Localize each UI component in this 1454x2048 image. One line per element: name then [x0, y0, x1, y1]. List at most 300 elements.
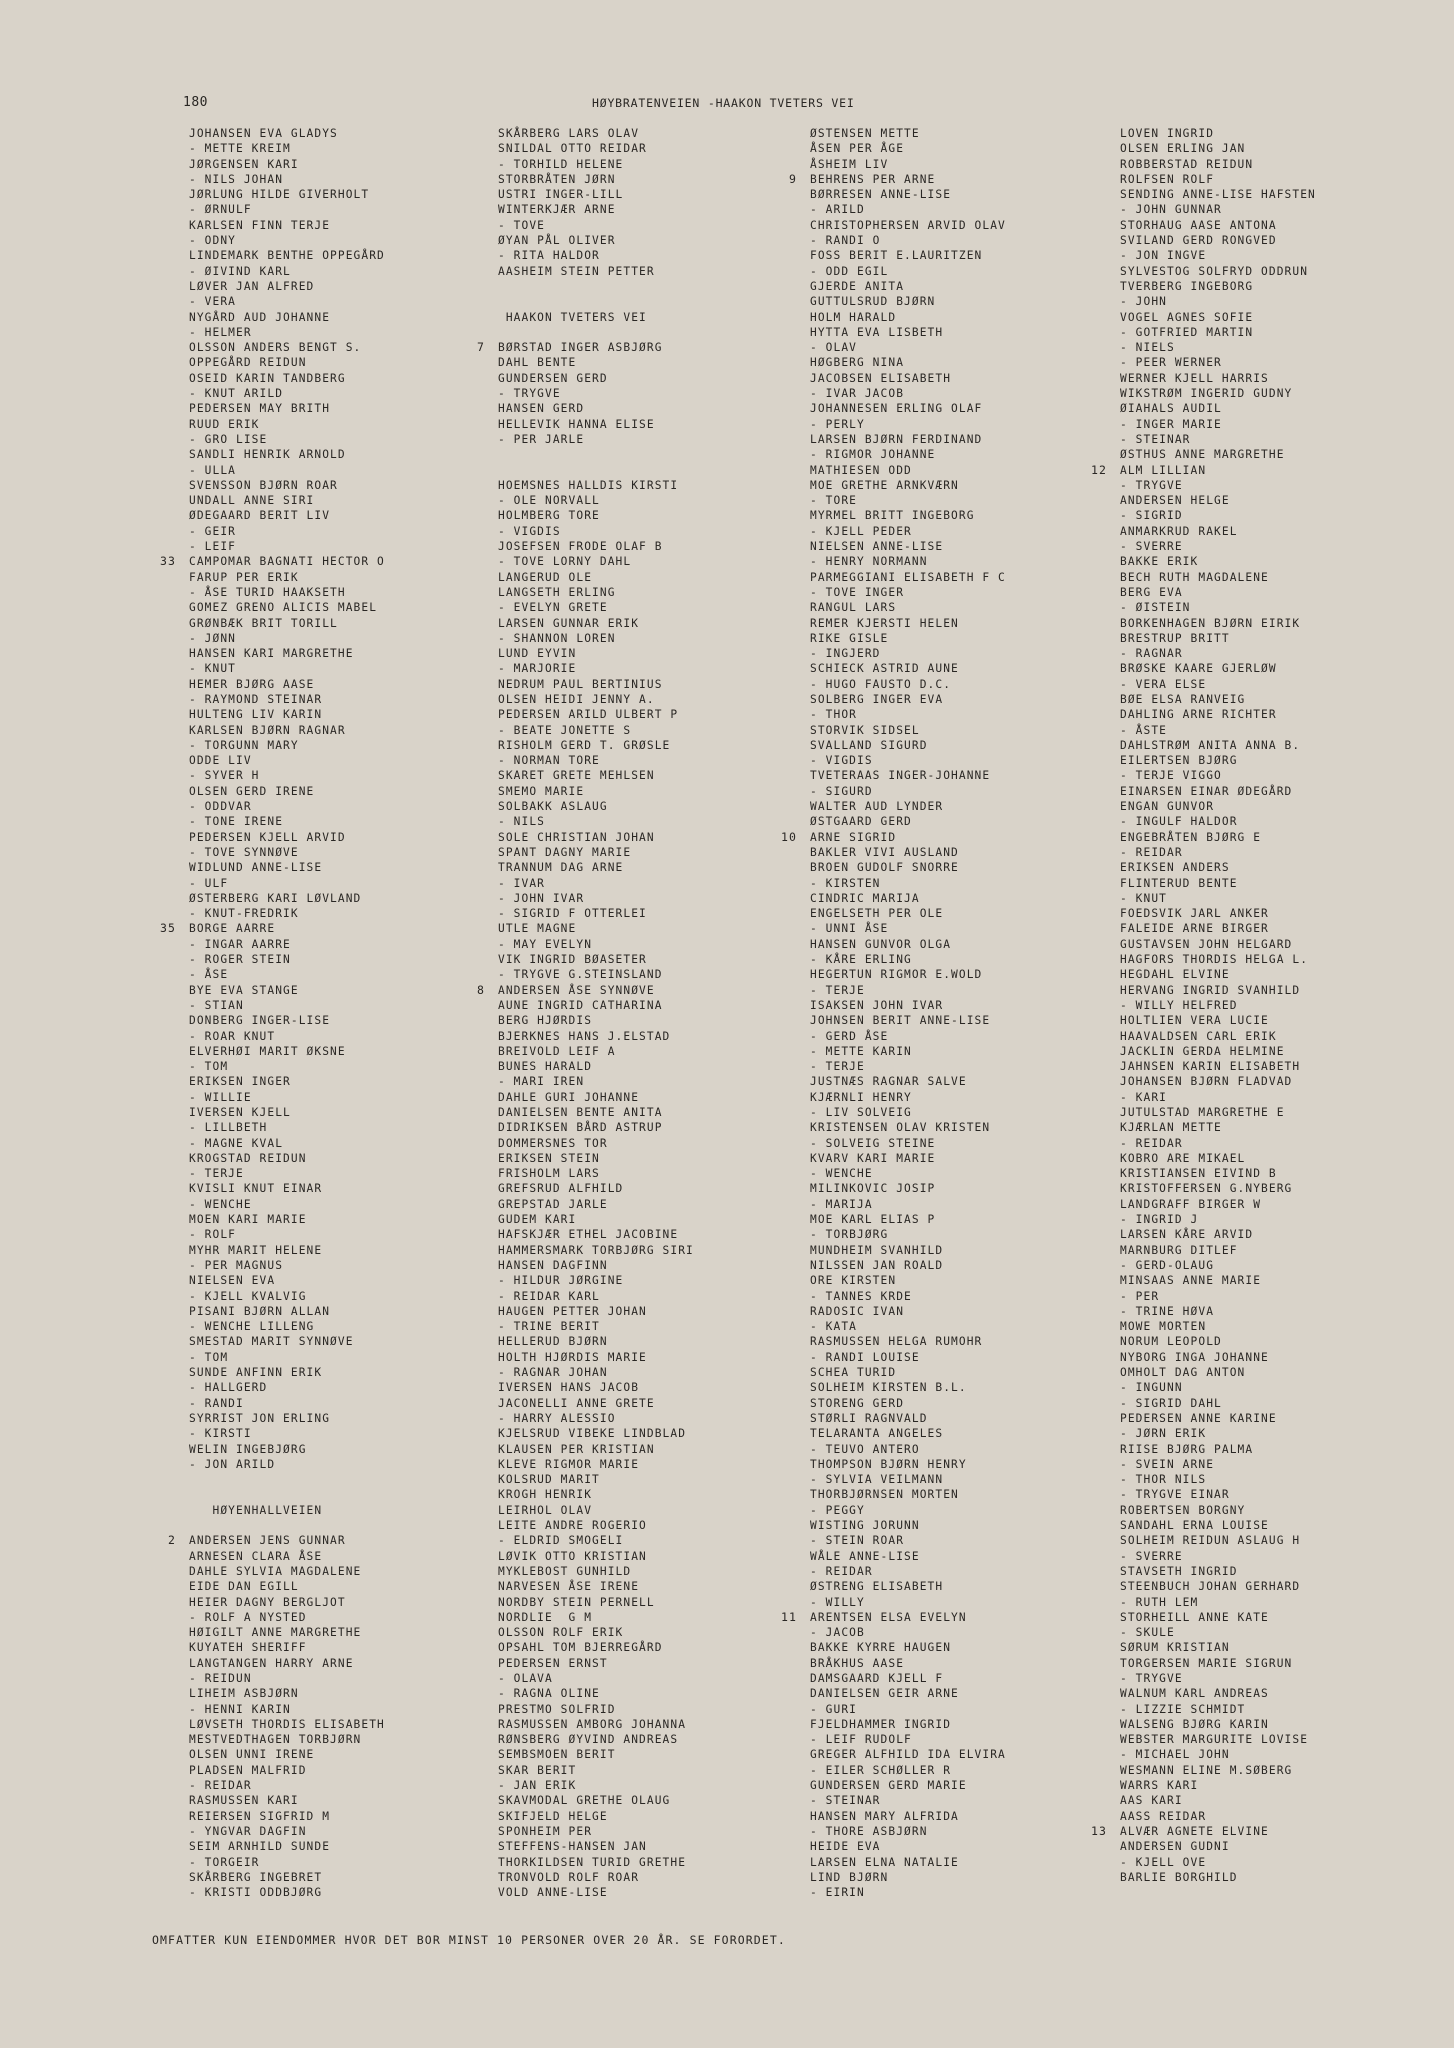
list-item: [189, 1243, 505, 1258]
list-item: [498, 692, 814, 707]
resident-name: CINDRIC MARIJA: [810, 891, 920, 905]
resident-name: SEIM ARNHILD SUNDE: [189, 1840, 331, 1854]
list-item: [810, 1809, 1126, 1824]
list-item: [498, 600, 814, 615]
list-item: [498, 753, 814, 768]
resident-name: DAHLE GURI JOHANNE: [498, 1090, 640, 1104]
list-item: [498, 585, 814, 600]
list-item: [1090, 1823, 1436, 1839]
resident-name: - KRISTI ODDBJØRG: [189, 1886, 323, 1900]
resident-name: BAKKE ERIK: [1120, 555, 1199, 569]
resident-name: - ODD EGIL: [810, 264, 889, 278]
list-item: [810, 1671, 1126, 1686]
resident-name: HAAKON TVETERS VEI: [498, 310, 647, 324]
list-item: [810, 1595, 1126, 1610]
list-item: [1120, 1090, 1436, 1105]
resident-name: LØVSETH THORDIS ELISABETH: [189, 1717, 385, 1731]
resident-name: KJÆRLAN METTE: [1120, 1121, 1222, 1135]
directory-column-4: [1090, 126, 1436, 1885]
resident-name: MYRMEL BRITT INGEBORG: [810, 509, 975, 523]
resident-name: - REIDUN: [189, 1671, 252, 1685]
list-item: [498, 1289, 814, 1304]
resident-name: BUNES HARALD: [498, 1060, 593, 1074]
list-item: [498, 1227, 814, 1242]
resident-name: - HENNI KARIN: [189, 1702, 291, 1716]
resident-name: LANGTANGEN HARRY ARNE: [189, 1656, 354, 1670]
list-item: [498, 1105, 814, 1120]
resident-name: WIKSTRØM INGERID GUDNY: [1120, 387, 1293, 401]
resident-name: SOLBAKK ASLAUG: [498, 800, 608, 814]
resident-name: BRÅKHUS AASE: [810, 1656, 905, 1670]
list-item: [810, 1059, 1126, 1074]
resident-name: - HELMER: [189, 325, 252, 339]
resident-name: - RITA HALDOR: [498, 249, 600, 263]
list-item: [810, 1442, 1126, 1457]
resident-name: ANDERSEN HELGE: [1120, 494, 1230, 508]
resident-name: - WILLIE: [189, 1090, 252, 1104]
list-item: [498, 1442, 814, 1457]
list-item: [1120, 386, 1436, 401]
resident-name: RUUD ERIK: [189, 417, 260, 431]
list-item: [498, 784, 814, 799]
resident-name: KROGSTAD REIDUN: [189, 1151, 307, 1165]
resident-name: JUSTNÆS RAGNAR SALVE: [810, 1075, 967, 1089]
list-item: [810, 371, 1126, 386]
list-item: [1120, 1212, 1436, 1227]
list-item: [498, 294, 814, 309]
resident-name: SEMBSMOEN BERIT: [498, 1748, 616, 1762]
resident-name: - METTE KARIN: [810, 1044, 912, 1058]
resident-name: ANDERSEN JENS GUNNAR: [189, 1534, 346, 1548]
resident-name: PARMEGGIANI ELISABETH F C: [810, 570, 1006, 584]
list-item: [498, 1564, 814, 1579]
house-number: 10: [780, 829, 797, 844]
resident-name: - WILLY: [810, 1595, 865, 1609]
house-number: 7: [476, 340, 485, 355]
list-item: [189, 1809, 505, 1824]
list-item: [189, 1090, 505, 1105]
resident-name: SKAVMODAL GRETHE OLAUG: [498, 1794, 671, 1808]
list-item: [189, 463, 505, 478]
resident-name: NEDRUM PAUL BERTINIUS: [498, 677, 663, 691]
resident-name: - PEER WERNER: [1120, 356, 1222, 370]
resident-name: WEBSTER MARGURITE LOVISE: [1120, 1733, 1309, 1747]
resident-name: - RIGMOR JOHANNE: [810, 448, 936, 462]
resident-name: - TORE: [810, 494, 858, 508]
resident-name: STEENBUCH JOHAN GERHARD: [1120, 1580, 1301, 1594]
resident-name: - KNUT ARILD: [189, 387, 284, 401]
resident-name: - TORBJØRG: [810, 1228, 889, 1242]
list-item: [189, 784, 505, 799]
resident-name: - RAGNAR: [1120, 647, 1183, 661]
list-item: [1120, 768, 1436, 783]
list-item: [189, 799, 505, 814]
resident-name: - KJELL KVALVIG: [189, 1289, 307, 1303]
resident-name: RØNSBERG ØYVIND ANDREAS: [498, 1733, 679, 1747]
resident-name: ENGELSETH PER OLE: [810, 907, 944, 921]
list-item: [498, 1809, 814, 1824]
list-item: [498, 1671, 814, 1686]
list-item: [810, 753, 1126, 768]
resident-name: HAUGEN PETTER JOHAN: [498, 1304, 647, 1318]
list-item: [1120, 1686, 1436, 1701]
list-item: [810, 1013, 1126, 1028]
resident-name: RASMUSSEN AMBORG JOHANNA: [498, 1717, 687, 1731]
resident-name: - HARRY ALESSIO: [498, 1411, 616, 1425]
resident-name: IVERSEN KJELL: [189, 1106, 291, 1119]
list-item: [1120, 707, 1436, 722]
resident-name: USTRI INGER-LILL: [498, 188, 624, 202]
resident-name: - GEIR: [189, 524, 237, 538]
list-item: [189, 279, 505, 294]
list-item: [189, 1212, 505, 1227]
list-item: [1120, 646, 1436, 661]
list-item: [189, 631, 505, 646]
resident-name: MARNBURG DITLEF: [1120, 1243, 1238, 1257]
resident-name: HANSEN GUNVOR OLGA: [810, 937, 952, 951]
list-item: [810, 1686, 1126, 1701]
resident-name: TVETERAAS INGER-JOHANNE: [810, 769, 991, 783]
directory-column-2: [476, 126, 814, 1900]
resident-name: DAHLE SYLVIA MAGDALENE: [189, 1564, 362, 1578]
list-item: [498, 906, 814, 921]
list-item: [498, 570, 814, 585]
list-item: [1120, 1793, 1436, 1808]
list-item: [189, 1839, 505, 1854]
list-item: [810, 508, 1126, 523]
list-item: [498, 1793, 814, 1808]
resident-name: HULTENG LIV KARIN: [189, 708, 323, 722]
list-item: [498, 1732, 814, 1747]
list-item: [1120, 1702, 1436, 1717]
list-item: [189, 524, 505, 539]
resident-name: ANDERSEN ÅSE SYNNØVE: [498, 983, 655, 997]
resident-name: ØSTRENG ELISABETH: [810, 1580, 944, 1594]
resident-name: SVILAND GERD RONGVED: [1120, 234, 1277, 248]
resident-name: AASHEIM STEIN PETTER: [498, 264, 655, 278]
list-item: [1120, 187, 1436, 202]
list-item: [1120, 1855, 1436, 1870]
list-item: [189, 1197, 505, 1212]
list-item: [498, 386, 814, 401]
resident-name: SOLBERG INGER EVA: [810, 692, 944, 706]
resident-name: EILERTSEN BJØRG: [1120, 754, 1238, 768]
resident-name: - PER JARLE: [498, 432, 585, 446]
resident-name: FJELDHAMMER INGRID: [810, 1717, 952, 1731]
house-number: 33: [159, 554, 176, 569]
list-item: [810, 1273, 1126, 1288]
list-item: [159, 921, 505, 936]
list-item: [498, 1702, 814, 1717]
resident-name: LANGSETH ERLING: [498, 585, 616, 599]
resident-name: - HALLGERD: [189, 1381, 268, 1395]
resident-name: ISAKSEN JOHN IVAR: [810, 998, 944, 1012]
resident-name: WISTING JORUNN: [810, 1519, 920, 1533]
resident-name: - PEGGY: [810, 1503, 865, 1517]
resident-name: ALVÆR AGNETE ELVINE: [1120, 1824, 1269, 1838]
list-item: [189, 1503, 505, 1518]
list-item: [498, 1503, 814, 1518]
list-item: [1120, 1809, 1436, 1824]
resident-name: LEITE ANDRE ROGERIO: [498, 1519, 647, 1533]
resident-name: - VERA ELSE: [1120, 677, 1207, 691]
resident-name: SANDLI HENRIK ARNOLD: [189, 448, 346, 462]
list-item: [189, 876, 505, 891]
resident-name: SANDAHL ERNA LOUISE: [1120, 1519, 1269, 1533]
resident-name: WALTER AUD LYNDER: [810, 800, 944, 814]
list-item: [810, 1411, 1126, 1426]
list-item: [189, 202, 505, 217]
list-item: [189, 325, 505, 340]
resident-name: BERG EVA: [1120, 585, 1183, 599]
list-item: [189, 692, 505, 707]
list-item: [498, 845, 814, 860]
list-item: [1120, 1717, 1436, 1732]
list-item: [810, 1518, 1126, 1533]
list-item: [810, 1380, 1126, 1395]
resident-name: HAFSKJÆR ETHEL JACOBINE: [498, 1228, 679, 1242]
list-item: [1120, 585, 1436, 600]
resident-name: KUYATEH SHERIFF: [189, 1641, 307, 1655]
list-item: [1120, 1610, 1436, 1625]
list-item: [1120, 1763, 1436, 1778]
resident-name: ANDERSEN GUDNI: [1120, 1840, 1230, 1854]
resident-name: BAKLER VIVI AUSLAND: [810, 845, 959, 859]
list-item: [498, 1319, 814, 1334]
list-item: [189, 1702, 505, 1717]
resident-name: - REIDAR: [189, 1779, 252, 1793]
list-item: [1120, 983, 1436, 998]
resident-name: JOHNSEN BERIT ANNE-LISE: [810, 1014, 991, 1028]
resident-name: GUTTULSRUD BJØRN: [810, 295, 936, 309]
list-item: [189, 1166, 505, 1181]
resident-name: WIDLUND ANNE-LISE: [189, 861, 323, 875]
list-item: [1120, 1166, 1436, 1181]
list-item: [498, 1243, 814, 1258]
list-item: [810, 1564, 1126, 1579]
resident-name: STAVSETH INGRID: [1120, 1564, 1238, 1578]
resident-name: GRØNBÆK BRIT TORILL: [189, 616, 338, 630]
list-item: [810, 1717, 1126, 1732]
resident-name: HELLEVIK HANNA ELISE: [498, 417, 655, 431]
list-item: [810, 1289, 1126, 1304]
resident-name: MUNDHEIM SVANHILD: [810, 1243, 944, 1257]
list-item: [810, 248, 1126, 263]
resident-name: SKÅRBERG INGEBRET: [189, 1870, 323, 1884]
list-item: [498, 707, 814, 722]
resident-name: - KJELL OVE: [1120, 1855, 1207, 1869]
resident-name: ANMARKRUD RAKEL: [1120, 524, 1238, 538]
list-item: [498, 1212, 814, 1227]
resident-name: BJERKNES HANS J.ELSTAD: [498, 1029, 671, 1043]
list-item: [1120, 1181, 1436, 1196]
resident-name: MYKLEBOST GUNHILD: [498, 1564, 632, 1578]
resident-name: - TERJE: [810, 983, 865, 997]
resident-name: - RANDI LOUISE: [810, 1350, 920, 1364]
resident-name: NARVESEN ÅSE IRENE: [498, 1580, 640, 1594]
list-item: [189, 570, 505, 585]
list-item: [189, 1855, 505, 1870]
resident-name: - REIDAR: [1120, 1136, 1183, 1150]
resident-name: SUNDE ANFINN ERIK: [189, 1366, 323, 1380]
list-item: [810, 294, 1126, 309]
resident-name: BRESTRUP BRITT: [1120, 631, 1230, 645]
resident-name: ØDEGAARD BERIT LIV: [189, 509, 331, 523]
resident-name: - INGAR AARRE: [189, 937, 291, 951]
list-item: [810, 264, 1126, 279]
resident-name: THORKILDSEN TURID GRETHE: [498, 1855, 687, 1869]
resident-name: GOMEZ GRENO ALICIS MABEL: [189, 601, 378, 615]
resident-name: - KÅRE ERLING: [810, 953, 912, 967]
resident-name: SMEMO MARIE: [498, 784, 585, 798]
resident-name: ROBERTSEN BORGNY: [1120, 1503, 1246, 1517]
resident-name: - EILER SCHØLLER R: [810, 1763, 952, 1777]
list-item: [498, 478, 814, 493]
resident-name: - WILLY HELFRED: [1120, 998, 1238, 1012]
list-item: [189, 310, 505, 325]
resident-name: - INGRID J: [1120, 1213, 1199, 1227]
resident-name: - LILLBETH: [189, 1121, 268, 1135]
list-item: [810, 1472, 1126, 1487]
list-item: [810, 478, 1126, 493]
resident-name: - GERD ÅSE: [810, 1029, 889, 1043]
list-item: [810, 325, 1126, 340]
list-item: [810, 1885, 1126, 1900]
list-item: [498, 202, 814, 217]
resident-name: - TORGUNN MARY: [189, 738, 299, 752]
list-item: [1120, 600, 1436, 615]
list-item: [810, 1747, 1126, 1762]
resident-name: ROBBERSTAD REIDUN: [1120, 157, 1254, 171]
list-item: [1120, 1289, 1436, 1304]
resident-name: - HUGO FAUSTO D.C.: [810, 677, 952, 691]
list-item: [498, 447, 814, 462]
resident-name: KOBRO ARE MIKAEL: [1120, 1151, 1246, 1165]
resident-name: ERIKSEN STEIN: [498, 1151, 600, 1165]
resident-name: SYLVESTOG SOLFRYD ODDRUN: [1120, 264, 1309, 278]
list-item: [1120, 417, 1436, 432]
list-item: [1120, 616, 1436, 631]
list-item: [189, 1396, 505, 1411]
list-item: [810, 524, 1126, 539]
list-item: [189, 1686, 505, 1701]
list-item: [810, 1243, 1126, 1258]
resident-name: DOMMERSNES TOR: [498, 1136, 608, 1150]
list-item: [498, 1074, 814, 1089]
list-item: [1120, 1426, 1436, 1441]
list-item: [1090, 462, 1436, 478]
list-item: [189, 661, 505, 676]
list-item: [810, 1151, 1126, 1166]
resident-name: - REIDAR: [1120, 845, 1183, 859]
list-item: [1120, 1029, 1436, 1044]
list-item: [498, 1365, 814, 1380]
resident-name: JACOBSEN ELISABETH: [810, 371, 952, 385]
resident-name: HØGBERG NINA: [810, 356, 905, 370]
list-item: [498, 355, 814, 370]
list-item: [189, 187, 505, 202]
list-item: [476, 982, 814, 998]
list-item: [498, 738, 814, 753]
list-item: [498, 1824, 814, 1839]
list-item: [189, 585, 505, 600]
resident-name: JOHANSEN BJØRN FLADVAD: [1120, 1075, 1293, 1089]
list-item: [1120, 723, 1436, 738]
resident-name: - TOVE INGER: [810, 585, 905, 599]
list-item: [498, 1518, 814, 1533]
list-item: [498, 661, 814, 676]
resident-name: FARUP PER ERIK: [189, 570, 299, 584]
resident-name: FALEIDE ARNE BIRGER: [1120, 922, 1269, 936]
resident-name: NIELSEN EVA: [189, 1274, 276, 1288]
list-item: [498, 1870, 814, 1885]
list-item: [189, 1610, 505, 1625]
resident-name: KVISLI KNUT EINAR: [189, 1182, 323, 1196]
house-number: 11: [780, 1609, 797, 1624]
resident-name: - GERD-OLAUG: [1120, 1258, 1215, 1272]
resident-name: FRISHOLM LARS: [498, 1167, 600, 1181]
resident-name: - TOVE SYNNØVE: [189, 845, 299, 859]
list-item: [1120, 1747, 1436, 1762]
list-item: [1120, 1671, 1436, 1686]
resident-name: HYTTA EVA LISBETH: [810, 325, 944, 339]
list-item: [810, 1426, 1126, 1441]
list-item: [810, 1824, 1126, 1839]
list-item: [498, 1029, 814, 1044]
resident-name: HAGFORS THORDIS HELGA L.: [1120, 953, 1309, 967]
resident-name: MESTVEDTHAGEN TORBJØRN: [189, 1733, 362, 1747]
list-item: [810, 310, 1126, 325]
list-item: [189, 340, 505, 355]
resident-name: - LIV SOLVEIG: [810, 1106, 912, 1119]
resident-name: - LIZZIE SCHMIDT: [1120, 1702, 1246, 1716]
list-item: [1120, 1044, 1436, 1059]
resident-name: - WENCHE: [810, 1167, 873, 1181]
list-item: [1120, 753, 1436, 768]
list-item: [1120, 371, 1436, 386]
list-item: [189, 432, 505, 447]
resident-name: - VIGDIS: [810, 754, 873, 768]
resident-name: WERNER KJELL HARRIS: [1120, 371, 1269, 385]
list-item: [498, 1258, 814, 1273]
list-item: [810, 554, 1126, 569]
resident-name: - INGULF HALDOR: [1120, 815, 1238, 829]
list-item: [810, 814, 1126, 829]
list-item: [498, 1579, 814, 1594]
list-item: [498, 1640, 814, 1655]
resident-name: - INGER MARIE: [1120, 417, 1222, 431]
footer-note: OMFATTER KUN EIENDOMMER HVOR DET BOR MINST 10 PERSONER OVER 20 ÅR. SE FORORDET.: [152, 1933, 786, 1947]
list-item: [498, 1151, 814, 1166]
list-item: [498, 1426, 814, 1441]
list-item: [1120, 845, 1436, 860]
list-item: [498, 1487, 814, 1502]
resident-name: HOLTH HJØRDIS MARIE: [498, 1350, 647, 1364]
list-item: [498, 1380, 814, 1395]
resident-name: IVERSEN HANS JACOB: [498, 1381, 640, 1395]
list-item: [1120, 1380, 1436, 1395]
list-item: [498, 1533, 814, 1548]
list-item: [498, 1181, 814, 1196]
resident-name: - PER: [1120, 1289, 1160, 1303]
resident-name: HELLERUD BJØRN: [498, 1335, 608, 1349]
list-item: [810, 1304, 1126, 1319]
list-item: [189, 1044, 505, 1059]
list-item: [189, 233, 505, 248]
list-item: [810, 1870, 1126, 1885]
resident-name: OLSSON ANDERS BENGT S.: [189, 341, 362, 355]
list-item: [810, 539, 1126, 554]
